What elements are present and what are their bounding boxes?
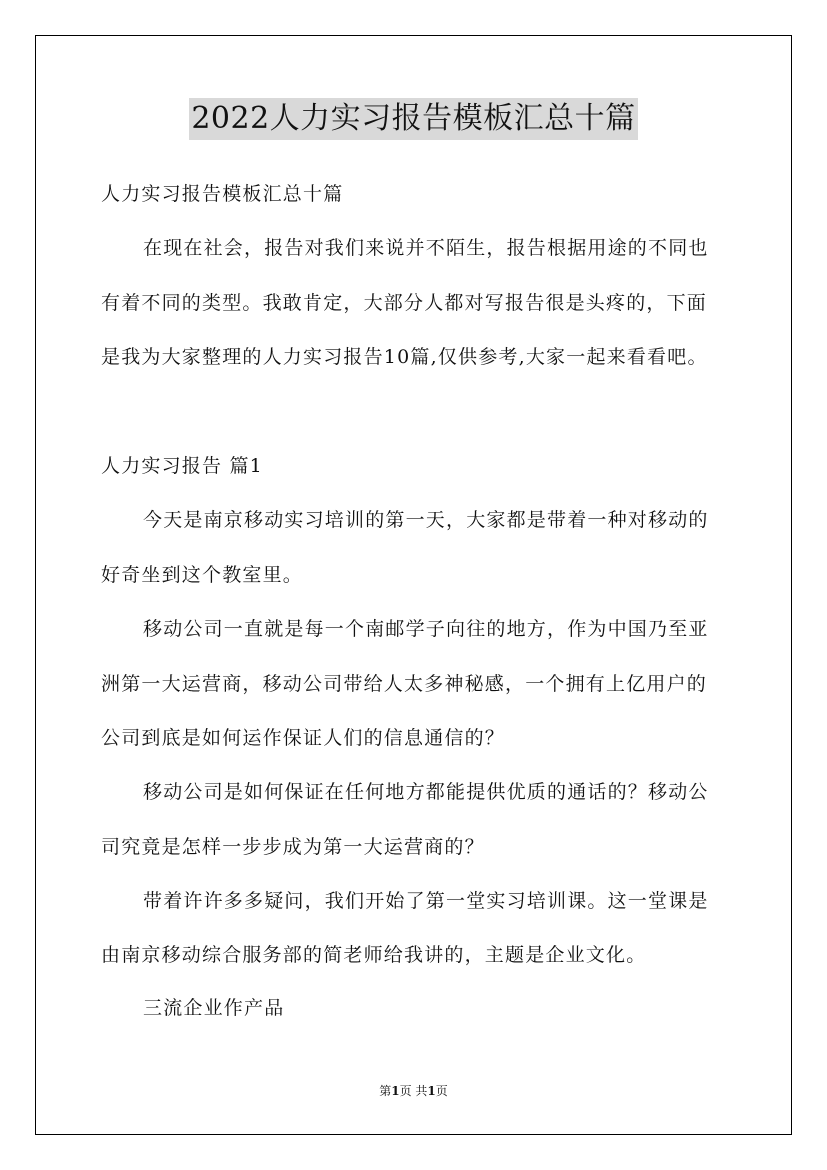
page-mid: 页 共	[399, 1084, 428, 1098]
paragraph-line: 由南京移动综合服务部的简老师给我讲的，主题是企业文化。	[101, 944, 647, 966]
page-suffix: 页	[435, 1084, 448, 1098]
paragraph-line: 是我为大家整理的人力实习报告10篇,仅供参考,大家一起来看看吧。	[101, 346, 708, 368]
paragraph-line: 在现在社会，报告对我们来说并不陌生，报告根据用途的不同也	[143, 237, 709, 259]
paragraph-line: 好奇坐到这个教室里。	[101, 564, 304, 586]
paragraph-line: 带着许许多多疑问，我们开始了第一堂实习培训课。这一堂课是	[143, 890, 709, 912]
paragraph-line: 有着不同的类型。我敢肯定，大部分人都对写报告很是头疼的，下面	[101, 292, 708, 314]
paragraph-line: 移动公司一直就是每一个南邮学子向往的地方，作为中国乃至亚	[143, 618, 709, 640]
paragraph-line: 司究竟是怎样一步步成为第一大运营商的？	[101, 836, 485, 858]
paragraph-line: 公司到底是如何运作保证人们的信息通信的？	[101, 727, 506, 749]
paragraph-line: 移动公司是如何保证在任何地方都能提供优质的通话的？移动公	[143, 781, 709, 803]
page-prefix: 第	[379, 1084, 392, 1098]
title-wrap	[0, 98, 827, 140]
page-total: 1	[427, 1084, 436, 1098]
document-title: 2022人力实习报告模板汇总十篇	[189, 98, 637, 140]
paragraph-line: 三流企业作产品	[143, 997, 285, 1019]
paragraph-line: 今天是南京移动实习培训的第一天，大家都是带着一种对移动的	[143, 509, 709, 531]
section-heading: 人力实习报告 篇1	[101, 455, 263, 477]
section-heading: 人力实习报告模板汇总十篇	[101, 183, 344, 205]
page-footer	[0, 1083, 827, 1099]
page-current: 1	[391, 1084, 400, 1098]
paragraph-line: 洲第一大运营商，移动公司带给人太多神秘感，一个拥有上亿用户的	[101, 673, 708, 695]
